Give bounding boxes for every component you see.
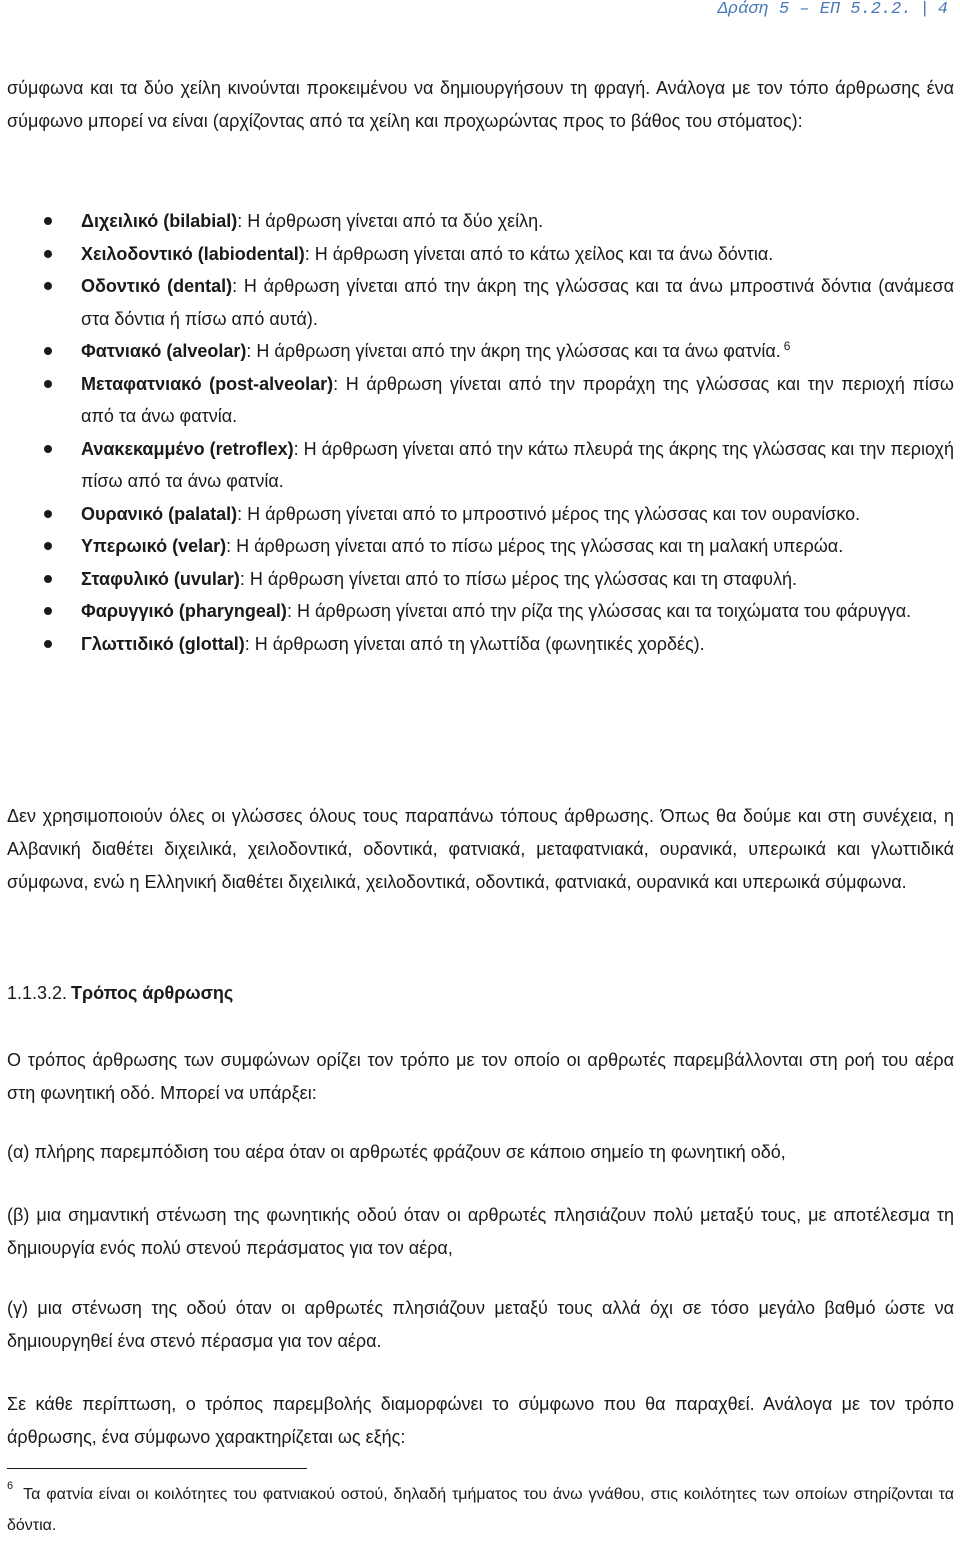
- list-item: [0, 530, 960, 563]
- bullet-icon: [44, 217, 52, 225]
- case-b-paragraph: (β) μια σημαντική στένωση της φωνητικής οδού όταν οι αρθρωτές πλησιάζουν πολύ μεταξύ τους, με αποτέλεσμα τη δημιουργία ενός πολύ στενού περάσματος για τον αέρα,: [7, 1205, 954, 1258]
- list-item: [0, 498, 960, 531]
- bullet-icon: [44, 380, 52, 388]
- list-item-term: Ανακεκαμμένο (retroflex): [81, 438, 294, 459]
- section-heading: [7, 977, 233, 1010]
- list-item-text: : Η άρθρωση γίνεται από την προράχη της γλώσσας και την περιοχή πίσω από τα άνω φατνία.: [81, 373, 954, 426]
- footnote-number: 6: [7, 1480, 14, 1492]
- list-item-term: Γλωττιδικό (glottal): [81, 633, 245, 654]
- closing-paragraph: Σε κάθε περίπτωση, ο τρόπος παρεμβολής διαμορφώνει το σύμφωνο που θα παραχθεί. Ανάλογα με τον τρόπο άρθρωσης, ένα σύμφωνο χαρακτηρίζεται ως εξής:: [7, 1394, 954, 1447]
- bullet-icon: [44, 640, 52, 648]
- bullet-icon: [44, 250, 52, 258]
- manner-intro-paragraph: Ο τρόπος άρθρωσης των συμφώνων ορίζει τον τρόπο με τον οποίο οι αρθρωτές παρεμβάλλονται στη ροή του αέρα στη φωνητική οδό. Μπορεί να υπάρξει:: [7, 1050, 954, 1103]
- bullet-icon: [44, 575, 52, 583]
- case-a-paragraph: (α) πλήρης παρεμπόδιση του αέρα όταν οι αρθρωτές φράζουν σε κάποιο σημείο τη φωνητική οδό,: [7, 1142, 786, 1162]
- running-header: [718, 0, 948, 26]
- list-item-text: : Η άρθρωση γίνεται από την άκρη της γλώσσας και τα άνω φατνία.: [246, 341, 781, 361]
- list-item-text: : Η άρθρωση γίνεται από την άκρη της γλώσσας και τα άνω μπροστινά δόντια (ανάμεσα στα δόντια ή πίσω από αυτά).: [81, 276, 954, 329]
- list-item: [0, 628, 960, 661]
- list-item-term: Ουρανικό (palatal): [81, 503, 238, 524]
- running-title: Δράση 5 – ΕΠ 5.2.2.: [717, 0, 912, 19]
- list-item-text: : Η άρθρωση γίνεται από τη γλωττίδα (φωνητικές χορδές).: [244, 633, 705, 654]
- list-item: [0, 205, 960, 238]
- bullet-icon: [44, 445, 52, 453]
- list-item-text: : Η άρθρωση γίνεται από το κάτω χείλος και τα άνω δόντια.: [304, 243, 774, 264]
- intro-paragraph: σύμφωνα και τα δύο χείλη κινούνται προκειμένου να δημιουργήσουν τη φραγή. Ανάλογα με τον τόπο άρθρωσης ένα σύμφωνο μπορεί να είναι (αρχίζοντας από τα χείλη και προχωρώντας προς το βάθος του στόματος):: [7, 78, 954, 131]
- bullet-icon: [44, 542, 52, 550]
- list-item: [0, 270, 960, 335]
- list-item-term: Φαρυγγικό (pharyngeal): [81, 601, 287, 621]
- list-item-term: Οδοντικό (dental): [81, 276, 233, 296]
- header-separator: |: [919, 0, 930, 19]
- bullet-icon: [44, 510, 52, 518]
- list-item-term: Σταφυλικό (uvular): [81, 568, 240, 589]
- list-item: [0, 368, 960, 433]
- list-item: [0, 335, 960, 368]
- list-item-text: : Η άρθρωση γίνεται από το πίσω μέρος της γλώσσας και τη μαλακή υπερώα.: [226, 536, 844, 556]
- footnote-reference[interactable]: 6: [783, 339, 791, 353]
- section-number: 1.1.3.2.: [7, 983, 68, 1003]
- list-item-text: : Η άρθρωση γίνεται από το μπροστινό μέρος της γλώσσας και τον ουρανίσκο.: [237, 503, 861, 524]
- section-title: Τρόπος άρθρωσης: [71, 983, 234, 1003]
- list-item-term: Φατνιακό (alveolar): [81, 341, 247, 361]
- list-item-term: Μεταφατνιακό (post-alveolar): [81, 373, 334, 394]
- list-item: [0, 563, 960, 596]
- list-item-text: : Η άρθρωση γίνεται από τα δύο χείλη.: [237, 211, 544, 231]
- bullet-icon: [44, 607, 52, 615]
- languages-paragraph: Δεν χρησιμοποιούν όλες οι γλώσσες όλους τους παραπάνω τόπους άρθρωσης. Όπως θα δούμε και στη συνέχεια, η Αλβανική διαθέτει διχειλικά, χειλοδοντικά, οδοντικά, φατνιακά, μεταφατνιακά, ουρανικά, υπερωικά και γλωττιδικά σύμφωνα, ενώ η Ελληνική διαθέτει διχειλικά, χειλοδοντικά, οδοντικά, φατνιακά, ουρανικά και υπερωικά σύμφωνα.: [7, 806, 954, 892]
- footnote-separator: [7, 1468, 307, 1469]
- list-item-text: : Η άρθρωση γίνεται από το πίσω μέρος της γλώσσας και τη σταφυλή.: [239, 568, 797, 589]
- bullet-icon: [44, 282, 52, 290]
- list-item-text: : Η άρθρωση γίνεται από την ρίζα της γλώσσας και τα τοιχώματα του φάρυγγα.: [286, 601, 912, 621]
- footnote: [7, 1479, 954, 1541]
- list-item-text: : Η άρθρωση γίνεται από την κάτω πλευρά της άκρης της γλώσσας και την περιοχή πίσω από τα άνω φατνία.: [81, 438, 955, 491]
- list-item: [0, 238, 960, 271]
- list-item-term: Υπερωικό (velar): [81, 536, 227, 556]
- case-c-paragraph: (γ) μια στένωση της οδού όταν οι αρθρωτές πλησιάζουν μεταξύ τους αλλά όχι σε τόσο μεγάλο βαθμό ώστε να δημιουργηθεί ένα στενό πέρασμα για τον αέρα.: [7, 1298, 954, 1351]
- list-item: [0, 595, 960, 628]
- footnote-text: Τα φατνία είναι οι κοιλότητες του φατνιακού οστού, δηλαδή τμήματος του άνω γνάθου, στις κοιλότητες των οποίων στηρίζονται τα δόντια.: [7, 1486, 954, 1534]
- list-item-term: Χειλοδοντικό (labiodental): [81, 243, 305, 264]
- places-of-articulation-list: [0, 205, 960, 660]
- bullet-icon: [44, 347, 52, 355]
- page-number: 4: [937, 0, 948, 19]
- list-item: [0, 433, 960, 498]
- list-item-term: Διχειλικό (bilabial): [81, 211, 238, 231]
